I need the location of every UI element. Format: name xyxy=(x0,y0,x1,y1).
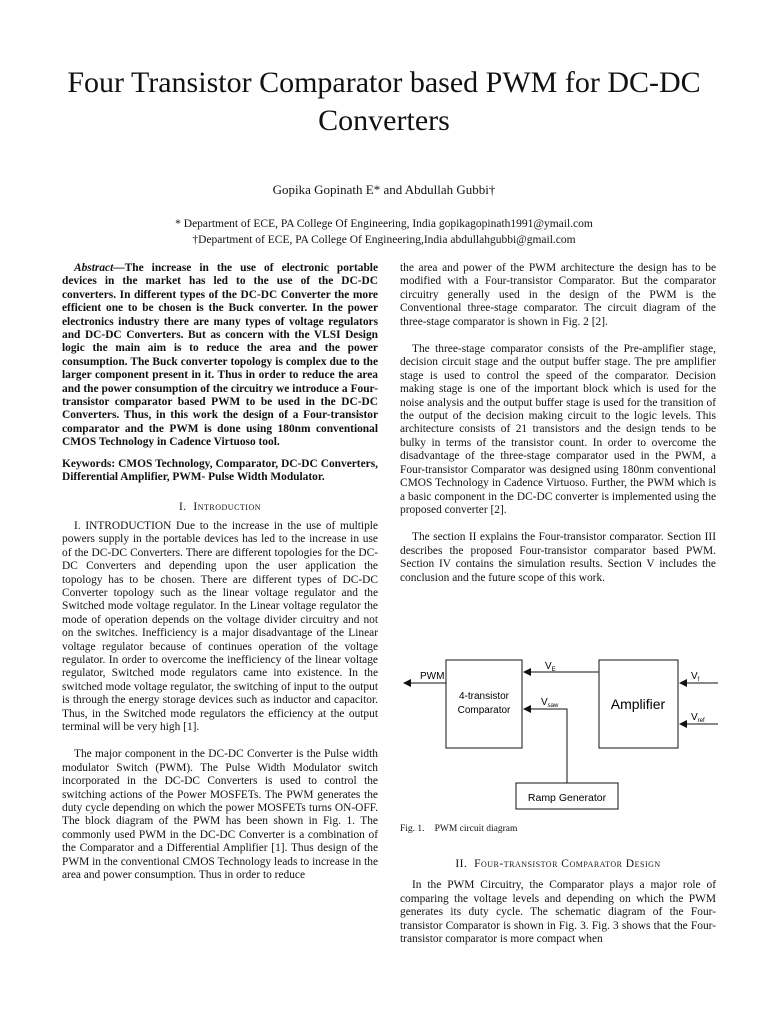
affiliation-1: * Department of ECE, PA College Of Engineering, India gopikagopinath1991@ymail.com xyxy=(175,218,593,230)
right-paragraph-2: The three-stage comparator consists of the Pre-amplifier stage, decision circuit stage and the output buffer stage. The pre amplifier stage is used to control the speed of the comparator. Decision making stage is one of the important block which is used for the noise analysis and the output buffer stage is used for the transition of the output of the decision making circuit to the logic levels. This architecture consists of 21 transistors and the design tends to be bulky in terms of the transistor count. In order to overcome the disadvantage of the three-stage comparator used in the PWM, a Four-transistor Comparator was designed using 180nm conventional CMOS Technology in Cadence Virtuoso. Further, the PWM which is a basic component in the DC-DC converter is implemented using the proposed converter [2]. xyxy=(400,343,716,516)
section-heading-comparator-design xyxy=(400,858,716,871)
right-column xyxy=(400,262,716,585)
paper-title: Four Transistor Comparator based PWM for DC-DC Converters xyxy=(67,66,701,137)
figure-1-caption-text: PWM circuit diagram xyxy=(434,824,518,834)
comparator-label-1: 4-transistor xyxy=(458,691,510,702)
intro-paragraph-1: I. INTRODUCTION Due to the increase in the use of multiple powers supply in the portable devices has led to the increase in use of the DC-DC Converters. There are different topologies for the DC-DC Converters and depending upon the user application the topology has to be chosen. There are different types of DC-DC Converter topology such as the linear voltage regulator and the Switched mode voltage regulator. In the Linear voltage regulator the mode of operation depends on the voltage divider circuitry and not on the switches. Inefficiency is a major disadvantage of the Linear voltage regulator because of continues operation of the voltage regulator. In order to overcome the inefficiency of the linear voltage regulator, Switched mode regulators came into existence. In the switched mode voltage regulator, the switching of input to the output is through the energy storage devices such as inductor and capacitor. Thus, in the Switched mode regulators the efficiency at the output terminal will be very high [1]. xyxy=(62,519,378,733)
figure-1-caption xyxy=(400,824,517,834)
section-number: II. xyxy=(455,858,468,870)
left-column xyxy=(62,262,378,882)
section-2-paragraph: In the PWM Circuitry, the Comparator plays a major role of comparing the voltage levels and depending on which the PWM generates its duty cycle. The schematic diagram of the Four-transistor Comparator is shown in Fig. 3. Fig. 3 shows that the Four-transistor comparator is more compact when xyxy=(400,879,716,946)
section-number: I. xyxy=(178,500,187,513)
section-title: Introduction xyxy=(193,500,262,513)
vsaw-arrow xyxy=(524,709,567,783)
abstract xyxy=(62,262,378,450)
intro-paragraph-2: The major component in the DC-DC Converter is the Pulse width modulator Switch (PWM). The Pulse Width Modulator switch incorporated in the DC-DC Converters is used to control the switching actions of the Power MOSFETs. The PWM generates the duty cycle depending on which the power MOSFETs turns ON-OFF. The block diagram of the PWM has been shown in Fig. 1. The commonly used PWM in the DC-DC Converter is a combination of the Comparator and a Differential Amplifier [1]. Thus design of the PWM in the conventional CMOS Technology leads to increase in the area and power consumption. Thus in order to reduce xyxy=(62,748,378,882)
keywords: Keywords: CMOS Technology, Comparator, DC-DC Converters, Differential Amplifier, PWM- Pulse Width Modulator. xyxy=(62,457,378,484)
abstract-label: Abstract xyxy=(74,262,114,274)
section-heading-introduction xyxy=(62,501,378,514)
vref-label: $V_{ref}$ xyxy=(691,712,705,724)
authors: Gopika Gopinath E* and Abdullah Gubbi† xyxy=(272,182,496,197)
right-paragraph-1: the area and power of the PWM architecture the design has to be modified with a Four-transistor Comparator. But the comparator circuitry generally used in the design of the PWM is the Conventional three-stage comparator. The circuit diagram of the three-stage comparator is shown in Fig. 2 [2]. xyxy=(400,262,716,328)
figure-1-caption-label: Fig. 1. xyxy=(400,824,425,834)
vsaw-label: $V_{saw}$ xyxy=(541,697,559,709)
right-paragraph-3: The section II explains the Four-transistor comparator. Section III describes the proposed Four-transistor comparator based PWM. Section IV contains the simulation results. Section V includes the conclusion and the future scope of this work. xyxy=(400,531,716,584)
comparator-label-2: Comparator xyxy=(457,705,511,716)
ve-label: $V_E$ xyxy=(545,661,556,673)
affiliation-2: †Department of ECE, PA College Of Engineering,India abdullahgubbi@gmail.com xyxy=(192,234,576,246)
amplifier-label: Amplifier xyxy=(610,696,666,712)
comparator-block xyxy=(446,660,522,748)
pwm-block-diagram xyxy=(398,652,718,817)
pwm-label: PWM xyxy=(420,671,445,682)
section-2 xyxy=(400,858,716,946)
section-title: Four-transistor Comparator Design xyxy=(474,858,661,870)
ramp-generator-label: Ramp Generator xyxy=(527,792,607,804)
vf-label: $V_f$ xyxy=(691,671,700,683)
abstract-text: —The increase in the use of electronic portable devices in the market has led to the use of the DC-DC converters. In different types of the DC-DC Converter the more efficient one to be chosen is the Buck converter. In the power electronics industry there are many types of voltage regulators and DC-DC Converters. But as concern with the VLSI Design logic the main aim is to reduce the area and the power consumption. The Buck converter topology is complex due to the larger component present in it. Thus in order to reduce the area and the power consumption of the circuitry we introduce a Four-transistor comparator based PWM to be used in the DC-DC Converters. Thus, in this work the design of a Four-transistor comparator and the PWM is done using 180nm conventional CMOS Technology in Cadence Virtuoso tool. xyxy=(62,262,378,449)
